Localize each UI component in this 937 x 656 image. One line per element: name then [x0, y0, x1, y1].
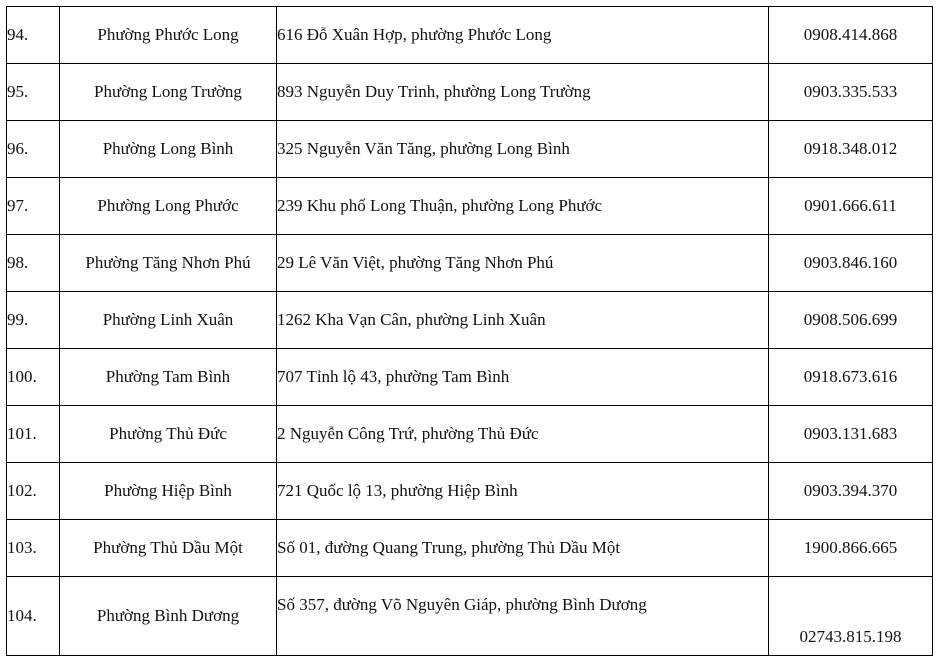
ward-address: 721 Quốc lộ 13, phường Hiệp Bình [277, 463, 769, 520]
row-number: 95. [7, 64, 60, 121]
row-number: 97. [7, 178, 60, 235]
ward-name: Phường Long Phước [60, 178, 277, 235]
table-row [7, 349, 933, 406]
ward-phone: 0903.335.533 [769, 64, 933, 121]
ward-name: Phường Hiệp Bình [60, 463, 277, 520]
table-row [7, 7, 933, 64]
ward-phone: 0908.414.868 [769, 7, 933, 64]
ward-address: Số 357, đường Võ Nguyên Giáp, phường Bình Dương [277, 577, 769, 656]
ward-phone: 1900.866.665 [769, 520, 933, 577]
row-number: 103. [7, 520, 60, 577]
ward-address: 29 Lê Văn Việt, phường Tăng Nhơn Phú [277, 235, 769, 292]
ward-name: Phường Thủ Dầu Một [60, 520, 277, 577]
ward-name: Phường Phước Long [60, 7, 277, 64]
ward-phone: 0903.394.370 [769, 463, 933, 520]
table-row [7, 292, 933, 349]
ward-name: Phường Tăng Nhơn Phú [60, 235, 277, 292]
row-number: 99. [7, 292, 60, 349]
row-number: 101. [7, 406, 60, 463]
ward-name: Phường Bình Dương [60, 577, 277, 656]
table-row [7, 235, 933, 292]
ward-address: 707 Tỉnh lộ 43, phường Tam Bình [277, 349, 769, 406]
ward-address: Số 01, đường Quang Trung, phường Thủ Dầu Một [277, 520, 769, 577]
ward-address: 616 Đỗ Xuân Hợp, phường Phước Long [277, 7, 769, 64]
ward-contact-table [6, 6, 933, 656]
ward-address: 1262 Kha Vạn Cân, phường Linh Xuân [277, 292, 769, 349]
row-number: 96. [7, 121, 60, 178]
table-row [7, 406, 933, 463]
row-number: 100. [7, 349, 60, 406]
ward-phone: 0903.846.160 [769, 235, 933, 292]
ward-phone: 0901.666.611 [769, 178, 933, 235]
ward-address: 893 Nguyễn Duy Trinh, phường Long Trường [277, 64, 769, 121]
table-row [7, 178, 933, 235]
table-row [7, 463, 933, 520]
table-row [7, 520, 933, 577]
row-number: 102. [7, 463, 60, 520]
ward-phone: 0903.131.683 [769, 406, 933, 463]
ward-phone: 0918.348.012 [769, 121, 933, 178]
ward-address: 325 Nguyễn Văn Tăng, phường Long Bình [277, 121, 769, 178]
ward-name: Phường Thủ Đức [60, 406, 277, 463]
table-row [7, 64, 933, 121]
ward-name: Phường Long Trường [60, 64, 277, 121]
row-number: 98. [7, 235, 60, 292]
ward-address: 239 Khu phố Long Thuận, phường Long Phước [277, 178, 769, 235]
table-row [7, 121, 933, 178]
ward-address: 2 Nguyễn Công Trứ, phường Thủ Đức [277, 406, 769, 463]
ward-name: Phường Long Bình [60, 121, 277, 178]
ward-phone: 0908.506.699 [769, 292, 933, 349]
ward-name: Phường Linh Xuân [60, 292, 277, 349]
ward-phone: 02743.815.198 [769, 577, 933, 656]
ward-phone: 0918.673.616 [769, 349, 933, 406]
row-number: 94. [7, 7, 60, 64]
table-row [7, 577, 933, 656]
row-number: 104. [7, 577, 60, 656]
ward-name: Phường Tam Bình [60, 349, 277, 406]
